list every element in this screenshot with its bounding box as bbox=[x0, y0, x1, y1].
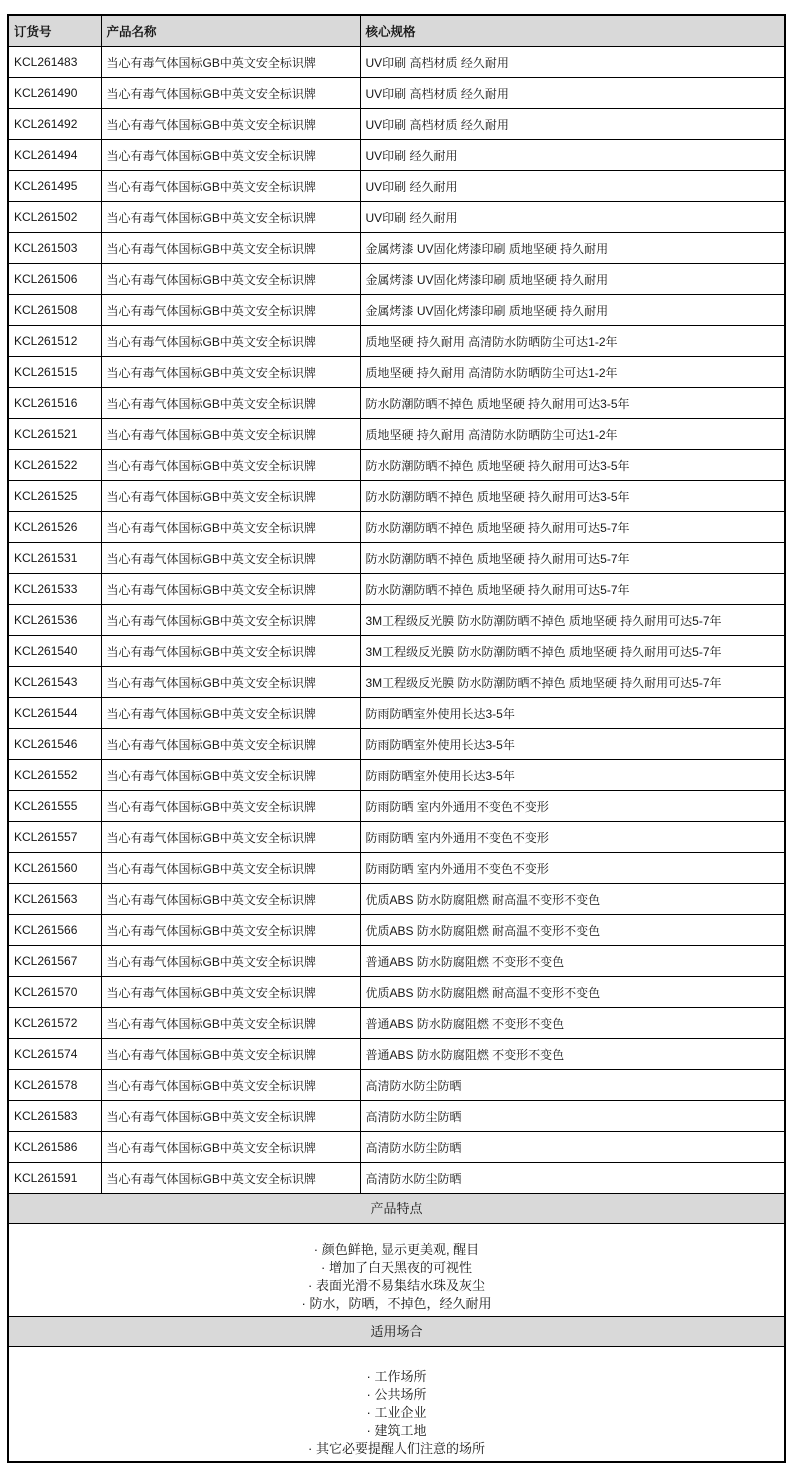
table-row bbox=[9, 109, 784, 140]
spec-cell: 防雨防晒室外使用长达3-5年 bbox=[360, 729, 784, 760]
bullet-line: · 其它必要提醒人们注意的场所 bbox=[308, 1441, 485, 1456]
product-name-cell: 当心有毒气体国标GB中英文安全标识牌 bbox=[101, 853, 360, 884]
order-no-cell: KCL261522 bbox=[9, 450, 101, 481]
product-name-cell: 当心有毒气体国标GB中英文安全标识牌 bbox=[101, 109, 360, 140]
bullet-line: · 公共场所 bbox=[366, 1387, 427, 1402]
product-table bbox=[9, 16, 784, 1193]
product-name-cell: 当心有毒气体国标GB中英文安全标识牌 bbox=[101, 357, 360, 388]
table-row bbox=[9, 1070, 784, 1101]
spec-cell: 高清防水防尘防晒 bbox=[360, 1132, 784, 1163]
table-row bbox=[9, 47, 784, 78]
order-no-cell: KCL261572 bbox=[9, 1008, 101, 1039]
spec-cell: 质地坚硬 持久耐用 高清防水防晒防尘可达1-2年 bbox=[360, 357, 784, 388]
table-row bbox=[9, 667, 784, 698]
product-name-cell: 当心有毒气体国标GB中英文安全标识牌 bbox=[101, 140, 360, 171]
product-name-cell: 当心有毒气体国标GB中英文安全标识牌 bbox=[101, 605, 360, 636]
order-no-cell: KCL261563 bbox=[9, 884, 101, 915]
table-row bbox=[9, 574, 784, 605]
bullet-line: · 建筑工地 bbox=[366, 1423, 427, 1438]
product-name-cell: 当心有毒气体国标GB中英文安全标识牌 bbox=[101, 636, 360, 667]
product-name-cell: 当心有毒气体国标GB中英文安全标识牌 bbox=[101, 915, 360, 946]
product-name-cell: 当心有毒气体国标GB中英文安全标识牌 bbox=[101, 481, 360, 512]
table-row bbox=[9, 326, 784, 357]
spec-cell: 防水防潮防晒不掉色 质地坚硬 持久耐用可达3-5年 bbox=[360, 450, 784, 481]
product-name-cell: 当心有毒气体国标GB中英文安全标识牌 bbox=[101, 977, 360, 1008]
table-row bbox=[9, 543, 784, 574]
table-row bbox=[9, 822, 784, 853]
order-no-cell: KCL261502 bbox=[9, 202, 101, 233]
bullet-line: · 表面光滑不易集结水珠及灰尘 bbox=[308, 1278, 485, 1293]
order-no-cell: KCL261552 bbox=[9, 760, 101, 791]
spec-cell: 质地坚硬 持久耐用 高清防水防晒防尘可达1-2年 bbox=[360, 419, 784, 450]
spec-cell: 高清防水防尘防晒 bbox=[360, 1070, 784, 1101]
table-row bbox=[9, 698, 784, 729]
order-no-cell: KCL261560 bbox=[9, 853, 101, 884]
order-no-cell: KCL261567 bbox=[9, 946, 101, 977]
order-no-cell: KCL261494 bbox=[9, 140, 101, 171]
table-row bbox=[9, 760, 784, 791]
order-no-cell: KCL261490 bbox=[9, 78, 101, 109]
spec-cell: 金属烤漆 UV固化烤漆印刷 质地坚硬 持久耐用 bbox=[360, 295, 784, 326]
product-spec-sheet bbox=[7, 14, 786, 1463]
spec-cell: 金属烤漆 UV固化烤漆印刷 质地坚硬 持久耐用 bbox=[360, 264, 784, 295]
product-name-cell: 当心有毒气体国标GB中英文安全标识牌 bbox=[101, 574, 360, 605]
order-no-cell: KCL261540 bbox=[9, 636, 101, 667]
spec-cell: 防雨防晒 室内外通用不变色不变形 bbox=[360, 791, 784, 822]
table-row bbox=[9, 946, 784, 977]
order-no-cell: KCL261591 bbox=[9, 1163, 101, 1194]
table-row bbox=[9, 791, 784, 822]
product-name-cell: 当心有毒气体国标GB中英文安全标识牌 bbox=[101, 1163, 360, 1194]
table-row bbox=[9, 636, 784, 667]
spec-cell: 3M工程级反光膜 防水防潮防晒不掉色 质地坚硬 持久耐用可达5-7年 bbox=[360, 605, 784, 636]
table-row bbox=[9, 419, 784, 450]
order-no-cell: KCL261515 bbox=[9, 357, 101, 388]
header-row bbox=[9, 16, 784, 47]
spec-cell: 防水防潮防晒不掉色 质地坚硬 持久耐用可达5-7年 bbox=[360, 543, 784, 574]
product-name-cell: 当心有毒气体国标GB中英文安全标识牌 bbox=[101, 171, 360, 202]
order-no-cell: KCL261566 bbox=[9, 915, 101, 946]
order-no-cell: KCL261555 bbox=[9, 791, 101, 822]
table-row bbox=[9, 450, 784, 481]
product-name-cell: 当心有毒气体国标GB中英文安全标识牌 bbox=[101, 295, 360, 326]
order-no-cell: KCL261483 bbox=[9, 47, 101, 78]
product-name-cell: 当心有毒气体国标GB中英文安全标识牌 bbox=[101, 512, 360, 543]
spec-cell: UV印刷 经久耐用 bbox=[360, 140, 784, 171]
product-name-cell: 当心有毒气体国标GB中英文安全标识牌 bbox=[101, 667, 360, 698]
spec-cell: 防水防潮防晒不掉色 质地坚硬 持久耐用可达3-5年 bbox=[360, 388, 784, 419]
order-no-cell: KCL261543 bbox=[9, 667, 101, 698]
product-name-cell: 当心有毒气体国标GB中英文安全标识牌 bbox=[101, 760, 360, 791]
table-row bbox=[9, 388, 784, 419]
spec-cell: UV印刷 高档材质 经久耐用 bbox=[360, 78, 784, 109]
bullet-line: · 工业企业 bbox=[366, 1405, 427, 1420]
product-name-cell: 当心有毒气体国标GB中英文安全标识牌 bbox=[101, 326, 360, 357]
product-table-body bbox=[9, 47, 784, 1194]
spec-cell: 普通ABS 防水防腐阻燃 不变形不变色 bbox=[360, 1008, 784, 1039]
spec-cell: 质地坚硬 持久耐用 高清防水防晒防尘可达1-2年 bbox=[360, 326, 784, 357]
bullet-line: · 增加了白天黑夜的可视性 bbox=[321, 1260, 472, 1275]
product-name-cell: 当心有毒气体国标GB中英文安全标识牌 bbox=[101, 264, 360, 295]
product-name-cell: 当心有毒气体国标GB中英文安全标识牌 bbox=[101, 822, 360, 853]
table-row bbox=[9, 202, 784, 233]
order-no-cell: KCL261512 bbox=[9, 326, 101, 357]
order-no-cell: KCL261531 bbox=[9, 543, 101, 574]
bullet-line: · 颜色鲜艳, 显示更美观, 醒目 bbox=[313, 1242, 480, 1257]
spec-cell: 防水防潮防晒不掉色 质地坚硬 持久耐用可达5-7年 bbox=[360, 574, 784, 605]
occasions-list bbox=[9, 1347, 784, 1461]
spec-cell: 防水防潮防晒不掉色 质地坚硬 持久耐用可达3-5年 bbox=[360, 481, 784, 512]
order-no-cell: KCL261492 bbox=[9, 109, 101, 140]
order-no-cell: KCL261546 bbox=[9, 729, 101, 760]
table-row bbox=[9, 481, 784, 512]
order-no-cell: KCL261583 bbox=[9, 1101, 101, 1132]
product-name-cell: 当心有毒气体国标GB中英文安全标识牌 bbox=[101, 388, 360, 419]
header-core-spec: 核心规格 bbox=[360, 16, 784, 47]
spec-cell: 高清防水防尘防晒 bbox=[360, 1101, 784, 1132]
spec-cell: UV印刷 高档材质 经久耐用 bbox=[360, 47, 784, 78]
features-list bbox=[9, 1224, 784, 1316]
table-row bbox=[9, 1008, 784, 1039]
table-row bbox=[9, 233, 784, 264]
table-row bbox=[9, 140, 784, 171]
table-row bbox=[9, 884, 784, 915]
product-name-cell: 当心有毒气体国标GB中英文安全标识牌 bbox=[101, 1132, 360, 1163]
table-row bbox=[9, 78, 784, 109]
spec-cell: 金属烤漆 UV固化烤漆印刷 质地坚硬 持久耐用 bbox=[360, 233, 784, 264]
product-name-cell: 当心有毒气体国标GB中英文安全标识牌 bbox=[101, 202, 360, 233]
spec-cell: 3M工程级反光膜 防水防潮防晒不掉色 质地坚硬 持久耐用可达5-7年 bbox=[360, 636, 784, 667]
bullet-line: · 防水，防晒，不掉色，经久耐用 bbox=[301, 1296, 492, 1311]
spec-cell: 防水防潮防晒不掉色 质地坚硬 持久耐用可达5-7年 bbox=[360, 512, 784, 543]
order-no-cell: KCL261533 bbox=[9, 574, 101, 605]
bullet-line: · 工作场所 bbox=[366, 1369, 427, 1384]
order-no-cell: KCL261516 bbox=[9, 388, 101, 419]
spec-cell: 3M工程级反光膜 防水防潮防晒不掉色 质地坚硬 持久耐用可达5-7年 bbox=[360, 667, 784, 698]
header-order-no: 订货号 bbox=[9, 16, 101, 47]
order-no-cell: KCL261506 bbox=[9, 264, 101, 295]
table-row bbox=[9, 1163, 784, 1194]
order-no-cell: KCL261508 bbox=[9, 295, 101, 326]
order-no-cell: KCL261536 bbox=[9, 605, 101, 636]
product-name-cell: 当心有毒气体国标GB中英文安全标识牌 bbox=[101, 543, 360, 574]
table-row bbox=[9, 357, 784, 388]
order-no-cell: KCL261526 bbox=[9, 512, 101, 543]
order-no-cell: KCL261578 bbox=[9, 1070, 101, 1101]
order-no-cell: KCL261525 bbox=[9, 481, 101, 512]
spec-cell: 普通ABS 防水防腐阻燃 不变形不变色 bbox=[360, 946, 784, 977]
table-row bbox=[9, 1039, 784, 1070]
order-no-cell: KCL261586 bbox=[9, 1132, 101, 1163]
spec-cell: 优质ABS 防水防腐阻燃 耐高温不变形不变色 bbox=[360, 884, 784, 915]
table-row bbox=[9, 295, 784, 326]
order-no-cell: KCL261570 bbox=[9, 977, 101, 1008]
order-no-cell: KCL261557 bbox=[9, 822, 101, 853]
table-row bbox=[9, 853, 784, 884]
order-no-cell: KCL261544 bbox=[9, 698, 101, 729]
product-name-cell: 当心有毒气体国标GB中英文安全标识牌 bbox=[101, 791, 360, 822]
product-name-cell: 当心有毒气体国标GB中英文安全标识牌 bbox=[101, 1070, 360, 1101]
order-no-cell: KCL261521 bbox=[9, 419, 101, 450]
spec-cell: UV印刷 高档材质 经久耐用 bbox=[360, 109, 784, 140]
table-row bbox=[9, 977, 784, 1008]
section-title-occasions: 适用场合 bbox=[9, 1316, 784, 1347]
table-row bbox=[9, 605, 784, 636]
table-row bbox=[9, 1101, 784, 1132]
product-name-cell: 当心有毒气体国标GB中英文安全标识牌 bbox=[101, 78, 360, 109]
spec-cell: 防雨防晒室外使用长达3-5年 bbox=[360, 698, 784, 729]
product-name-cell: 当心有毒气体国标GB中英文安全标识牌 bbox=[101, 729, 360, 760]
product-name-cell: 当心有毒气体国标GB中英文安全标识牌 bbox=[101, 1008, 360, 1039]
table-row bbox=[9, 729, 784, 760]
product-name-cell: 当心有毒气体国标GB中英文安全标识牌 bbox=[101, 946, 360, 977]
spec-cell: 防雨防晒室外使用长达3-5年 bbox=[360, 760, 784, 791]
spec-cell: UV印刷 经久耐用 bbox=[360, 202, 784, 233]
spec-cell: 普通ABS 防水防腐阻燃 不变形不变色 bbox=[360, 1039, 784, 1070]
spec-cell: UV印刷 经久耐用 bbox=[360, 171, 784, 202]
table-row bbox=[9, 171, 784, 202]
product-name-cell: 当心有毒气体国标GB中英文安全标识牌 bbox=[101, 419, 360, 450]
spec-cell: 优质ABS 防水防腐阻燃 耐高温不变形不变色 bbox=[360, 977, 784, 1008]
product-name-cell: 当心有毒气体国标GB中英文安全标识牌 bbox=[101, 233, 360, 264]
order-no-cell: KCL261503 bbox=[9, 233, 101, 264]
spec-cell: 高清防水防尘防晒 bbox=[360, 1163, 784, 1194]
order-no-cell: KCL261495 bbox=[9, 171, 101, 202]
table-row bbox=[9, 1132, 784, 1163]
table-row bbox=[9, 512, 784, 543]
table-row bbox=[9, 264, 784, 295]
spec-cell: 优质ABS 防水防腐阻燃 耐高温不变形不变色 bbox=[360, 915, 784, 946]
product-name-cell: 当心有毒气体国标GB中英文安全标识牌 bbox=[101, 47, 360, 78]
product-name-cell: 当心有毒气体国标GB中英文安全标识牌 bbox=[101, 884, 360, 915]
order-no-cell: KCL261574 bbox=[9, 1039, 101, 1070]
product-name-cell: 当心有毒气体国标GB中英文安全标识牌 bbox=[101, 698, 360, 729]
product-name-cell: 当心有毒气体国标GB中英文安全标识牌 bbox=[101, 1039, 360, 1070]
spec-cell: 防雨防晒 室内外通用不变色不变形 bbox=[360, 853, 784, 884]
product-table-header bbox=[9, 16, 784, 47]
section-title-features: 产品特点 bbox=[9, 1193, 784, 1224]
header-product-name: 产品名称 bbox=[101, 16, 360, 47]
table-row bbox=[9, 915, 784, 946]
product-name-cell: 当心有毒气体国标GB中英文安全标识牌 bbox=[101, 450, 360, 481]
product-name-cell: 当心有毒气体国标GB中英文安全标识牌 bbox=[101, 1101, 360, 1132]
spec-cell: 防雨防晒 室内外通用不变色不变形 bbox=[360, 822, 784, 853]
